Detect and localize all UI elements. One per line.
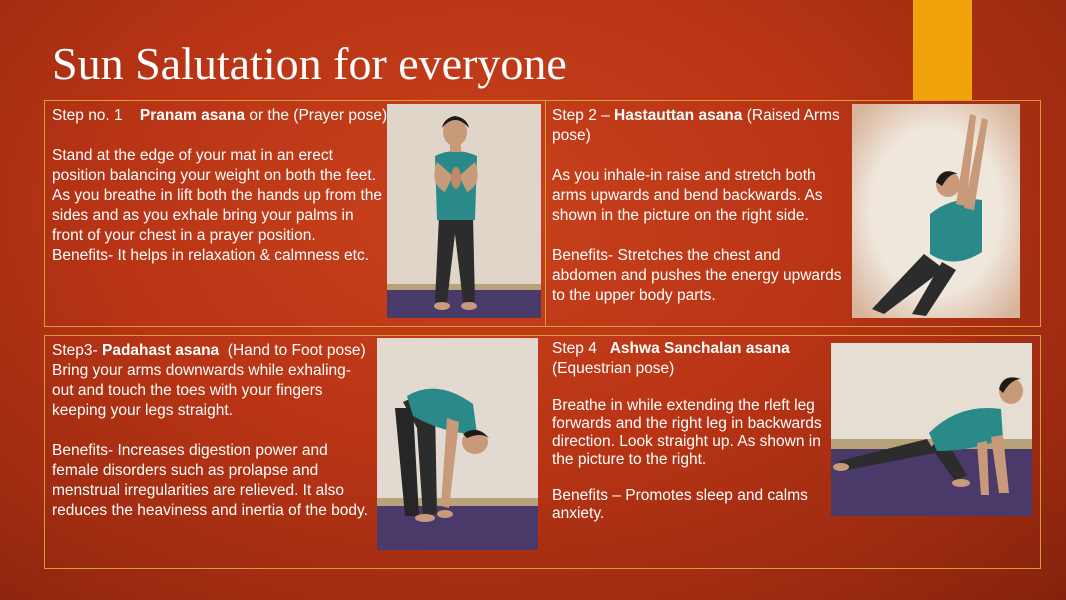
accent-bar	[913, 0, 972, 100]
step-1-text	[52, 106, 388, 266]
step-2-benefits: Benefits- Stretches the chest and abdomen and pushes the energy upwards to the upper body parts.	[552, 247, 842, 304]
step-1-heading: Step no. 1 Pranam asana or the (Prayer pose)	[52, 107, 388, 124]
step-4-text	[552, 339, 834, 523]
raised-arms-pose-photo	[852, 104, 1020, 318]
step-3-text	[52, 341, 372, 521]
step-2-text	[552, 106, 848, 306]
prayer-pose-photo	[387, 104, 541, 318]
step-3-benefits: Benefits- Increases digestion power and female disorders such as prolapse and menstrual irregularities are relieved. It also reduces the heaviness and inertia of the body.	[52, 442, 368, 519]
slide-title: Sun Salutation for everyone	[52, 38, 567, 89]
top-row-divider	[545, 100, 546, 327]
step-3-heading: Step3- Padahast asana (Hand to Foot pose)	[52, 342, 366, 359]
step-4-description: Breathe in while extending the rleft leg forwards and the right leg in backwards direction. Look straight up. As shown in the picture to the right.	[552, 397, 822, 468]
step-1-description: Stand at the edge of your mat in an erect position balancing your weight on both the feet. As you breathe in lift both the hands up from the sides and as you exhale bring your palms in front of your chest in a prayer position.	[52, 147, 383, 244]
step-1-benefits: Benefits- It helps in relaxation & calmness etc.	[52, 247, 370, 264]
step-4-benefits: Benefits – Promotes sleep and calms anxiety.	[552, 487, 808, 522]
step-3-description: Bring your arms downwards while exhaling-out and touch the toes with your fingers keeping your legs straight.	[52, 362, 351, 419]
equestrian-pose-photo	[831, 343, 1032, 516]
hand-to-foot-pose-photo	[377, 338, 538, 550]
step-2-heading: Step 2 – Hastauttan asana (Raised Arms pose)	[552, 107, 840, 144]
step-4-heading: Step 4 Ashwa Sanchalan asana (Equestrian pose)	[552, 340, 790, 377]
step-2-description: As you inhale-in raise and stretch both arms upwards and bend backwards. As shown in the picture on the right side.	[552, 167, 823, 224]
